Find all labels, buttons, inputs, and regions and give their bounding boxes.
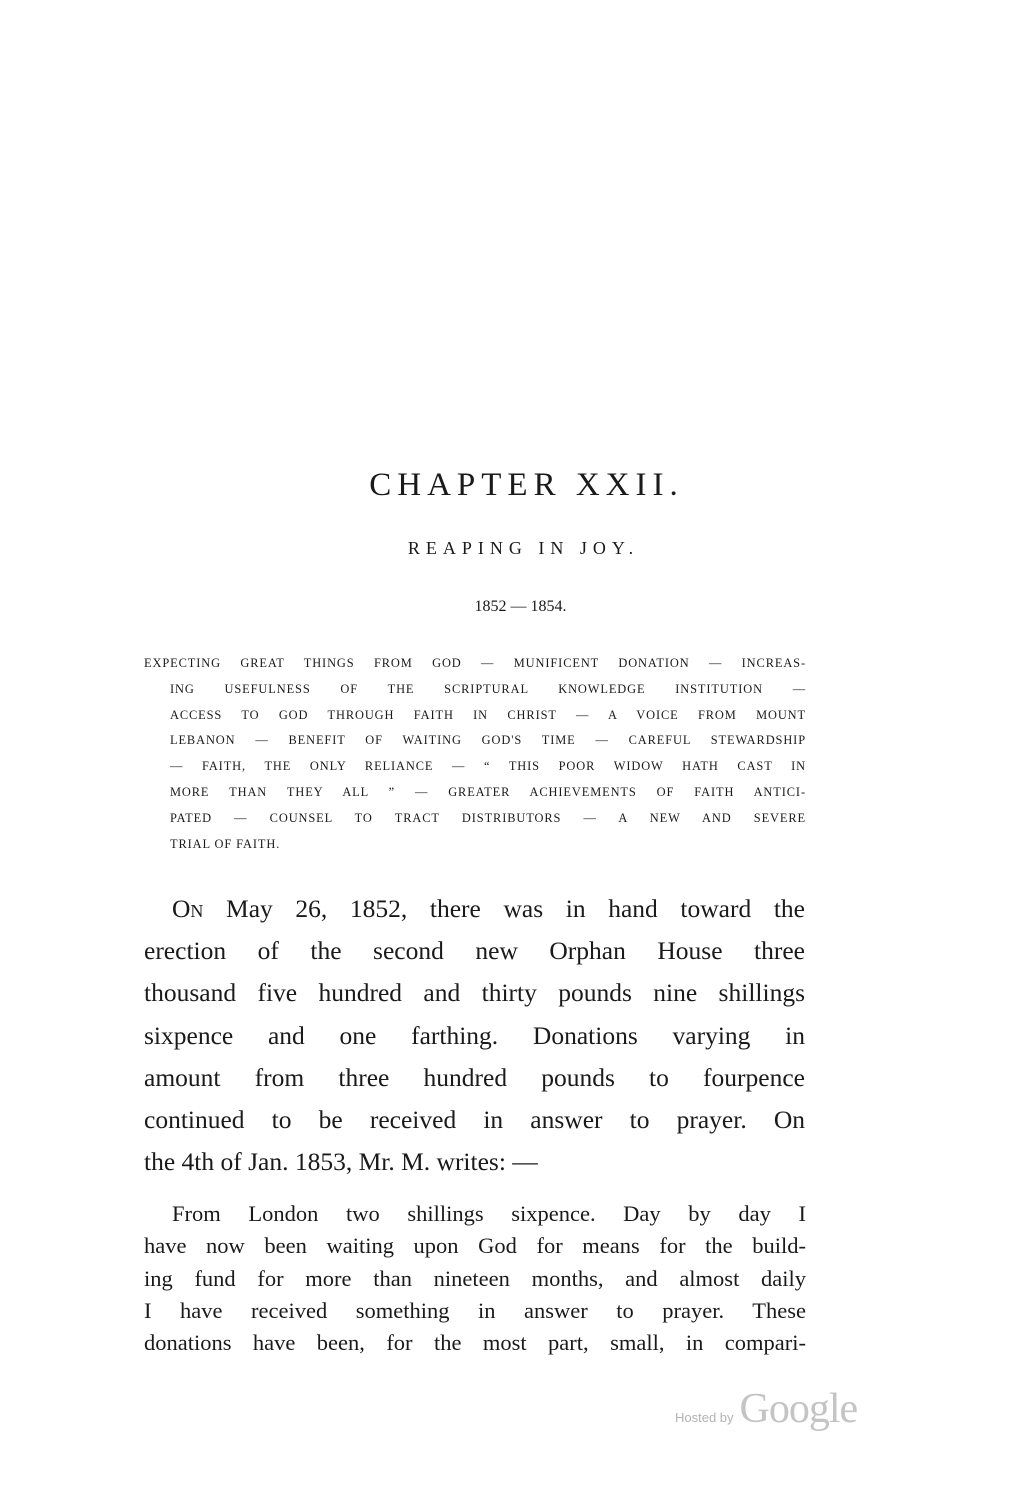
quote-line: I have received something in answer to prayer. These — [144, 1297, 806, 1323]
chapter-synopsis — [144, 651, 806, 857]
quote-line: From London two shillings sixpence. Day by day I — [172, 1201, 806, 1226]
synopsis-line: LEBANON — BENEFIT OF WAITING GOD'S TIME — CAREFUL STEWARDSHIP — [170, 733, 806, 748]
synopsis-line: — FAITH, THE ONLY RELIANCE — “ THIS POOR WIDOW HATH CAST IN — [170, 759, 806, 774]
body-line: sixpence and one farthing. Donations varying in — [144, 1020, 805, 1050]
body-line: continued to be received in answer to prayer. On — [144, 1104, 805, 1134]
synopsis-line: MORE THAN THEY ALL ” — GREATER ACHIEVEMENTS OF FAITH ANTICI- — [170, 784, 806, 799]
synopsis-line: PATED — COUNSEL TO TRACT DISTRIBUTORS — A NEW AND SEVERE — [170, 810, 806, 825]
chapter-subtitle: REAPING IN JOY. — [407, 538, 640, 558]
hosted-by-watermark — [675, 1385, 857, 1445]
synopsis-line: TRIAL OF FAITH. — [170, 836, 281, 851]
quote-line: have now been waiting upon God for means for the build- — [144, 1233, 806, 1259]
synopsis-line: ACCESS TO GOD THROUGH FAITH IN CHRIST — A VOICE FROM MOUNT — [170, 707, 806, 722]
first-line-text: May 26, 1852, there was in hand toward the — [203, 894, 805, 923]
body-line — [144, 888, 805, 930]
lead-word: On — [172, 894, 204, 923]
synopsis-line: EXPECTING GREAT THINGS FROM GOD — MUNIFICENT DONATION — INCREAS- — [144, 656, 806, 670]
quoted-paragraph — [144, 1198, 806, 1359]
google-logo: Google — [739, 1386, 858, 1432]
body-paragraph — [144, 888, 805, 1183]
hosted-by-text: Hosted by — [675, 1410, 734, 1425]
body-line: thousand five hundred and thirty pounds nine shillings — [144, 978, 805, 1008]
quote-line: donations have been, for the most part, small, in compari- — [144, 1330, 806, 1356]
body-line: erection of the second new Orphan House three — [144, 936, 805, 966]
body-line: the 4th of Jan. 1853, Mr. M. writes: — — [144, 1147, 538, 1177]
chapter-years: 1852 — 1854. — [474, 598, 567, 615]
body-line: amount from three hundred pounds to fourpence — [144, 1062, 805, 1092]
quote-line: ing fund for more than nineteen months, and almost daily — [144, 1265, 806, 1291]
synopsis-line: ING USEFULNESS OF THE SCRIPTURAL KNOWLEDGE INSTITUTION — — [170, 681, 806, 696]
chapter-title: CHAPTER XXII. — [369, 467, 684, 503]
